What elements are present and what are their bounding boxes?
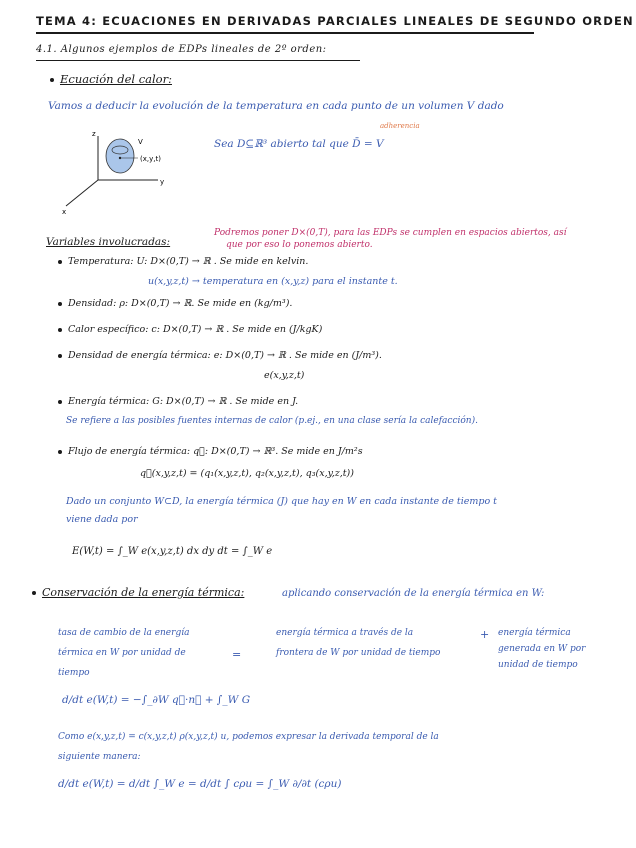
derivative-formula: d/dt e(W,t) = d/dt ∫_W e = d/dt ∫ cρu = ∫_W ∂/∂t (cρu) — [58, 778, 342, 790]
var-energy-density — [58, 350, 382, 361]
col3-line2: generada en W por — [498, 644, 586, 654]
conservation-heading — [32, 586, 244, 599]
section-underline — [36, 60, 360, 61]
subset-def-2: viene dada por — [66, 514, 138, 525]
variables-heading: Variables involucradas: — [46, 236, 171, 248]
bullet-icon — [58, 302, 62, 306]
var-density — [58, 298, 292, 309]
var-temperature-desc: u(x,y,z,t) → temperatura en (x,y,z) para el instante t. — [148, 276, 398, 287]
var-energy-density-text: Densidad de energía térmica: e: D×(0,T) → ℝ . Se mide en (J/m³). — [68, 350, 382, 361]
col2-line2: frontera de W por unidad de tiempo — [276, 648, 441, 658]
variables-note-2: que por eso lo ponemos abierto. — [226, 240, 373, 250]
var-heat-source-desc: Se refiere a las posibles fuentes internas de calor (p.ej., en una clase sería la calefacción). — [66, 416, 478, 426]
bullet-icon — [58, 450, 62, 454]
y-label: y — [160, 178, 165, 186]
var-heat-flux — [58, 446, 363, 457]
x-axis — [66, 180, 98, 206]
col1-line2: térmica en W por unidad de — [58, 648, 186, 658]
volume-shape — [106, 139, 134, 173]
bullet-icon — [58, 260, 62, 264]
v-label: V — [138, 138, 143, 146]
var-density-text: Densidad: ρ: D×(0,T) → ℝ. Se mide en (kg/m³). — [68, 298, 293, 309]
domain-def: Sea D⊆ℝ³ abierto tal que D̄ = V — [214, 138, 384, 150]
var-specific-heat — [58, 324, 322, 335]
x-label: x — [62, 208, 67, 216]
var-temperature — [58, 256, 308, 267]
conservation-rest: aplicando conservación de la energía térmica en W: — [282, 588, 545, 599]
title-underline — [36, 32, 534, 34]
page-title: TEMA 4: ECUACIONES EN DERIVADAS PARCIALES LINEALES DE SEGUNDO ORDEN — [36, 14, 634, 28]
point-marker — [119, 157, 121, 159]
subset-def-1: Dado un conjunto W⊂D, la energía térmica (J) que hay en W en cada instante de tiempo t — [66, 496, 498, 507]
plus-sign: + — [480, 628, 490, 641]
heat-eq-heading — [50, 72, 172, 86]
como-line-1: Como e(x,y,z,t) = c(x,y,z,t) ρ(x,y,z,t) u, podemos expresar la derivada temporal de la — [58, 732, 439, 742]
heat-intro: Vamos a deducir la evolución de la temperatura en cada punto de un volumen V dado — [48, 100, 504, 112]
col1-line3: tiempo — [58, 668, 90, 678]
var-heat-flux-components: q⃗(x,y,z,t) = (q₁(x,y,z,t), q₂(x,y,z,t), q₃(x,y,z,t)) — [140, 468, 354, 479]
bullet-icon — [50, 78, 54, 82]
bullet-icon — [32, 591, 36, 595]
col3-line3: unidad de tiempo — [498, 660, 578, 670]
section-heading: 4.1. Algunos ejemplos de EDPs lineales de 2º orden: — [36, 44, 327, 55]
col3-line1: energía térmica — [498, 628, 571, 638]
energy-integral: E(W,t) = ∫_W e(x,y,z,t) dx dy dt = ∫_W e — [72, 546, 273, 557]
var-heat-source — [58, 396, 298, 407]
var-heat-source-text: Energía térmica: G: D×(0,T) → ℝ . Se mide en J. — [68, 396, 299, 407]
bullet-icon — [58, 354, 62, 358]
como-line-2: siguiente manera: — [58, 752, 141, 762]
var-energy-density-fn: e(x,y,z,t) — [264, 370, 305, 381]
bullet-icon — [58, 328, 62, 332]
col2-line1: energía térmica a través de la — [276, 628, 414, 638]
volume-diagram — [58, 128, 198, 218]
col1-line1: tasa de cambio de la energía — [58, 628, 190, 638]
z-label: z — [92, 130, 96, 138]
conservation-formula: d/dt e(W,t) = −∫_∂W q⃗·n⃗ + ∫_W G — [62, 694, 251, 706]
equals-sign: = — [232, 648, 242, 661]
bullet-icon — [58, 400, 62, 404]
var-heat-flux-text: Flujo de energía térmica: q⃗: D×(0,T) → ℝ³. Se mide en J/m²s — [68, 446, 363, 457]
heat-eq-heading-text: Ecuación del calor: — [60, 72, 172, 86]
point-label: (x,y,t) — [140, 155, 161, 163]
adherencia-note: adherencia — [380, 122, 420, 130]
var-temperature-text: Temperatura: U: D×(0,T) → ℝ . Se mide en kelvin. — [68, 256, 309, 267]
conservation-heading-text: Conservación de la energía térmica: — [42, 586, 245, 599]
var-specific-heat-text: Calor específico: c: D×(0,T) → ℝ . Se mide en (J/kgK) — [68, 324, 323, 335]
variables-note-1: Podremos poner D×(0,T), para las EDPs se cumplen en espacios abiertos, así — [214, 228, 567, 238]
